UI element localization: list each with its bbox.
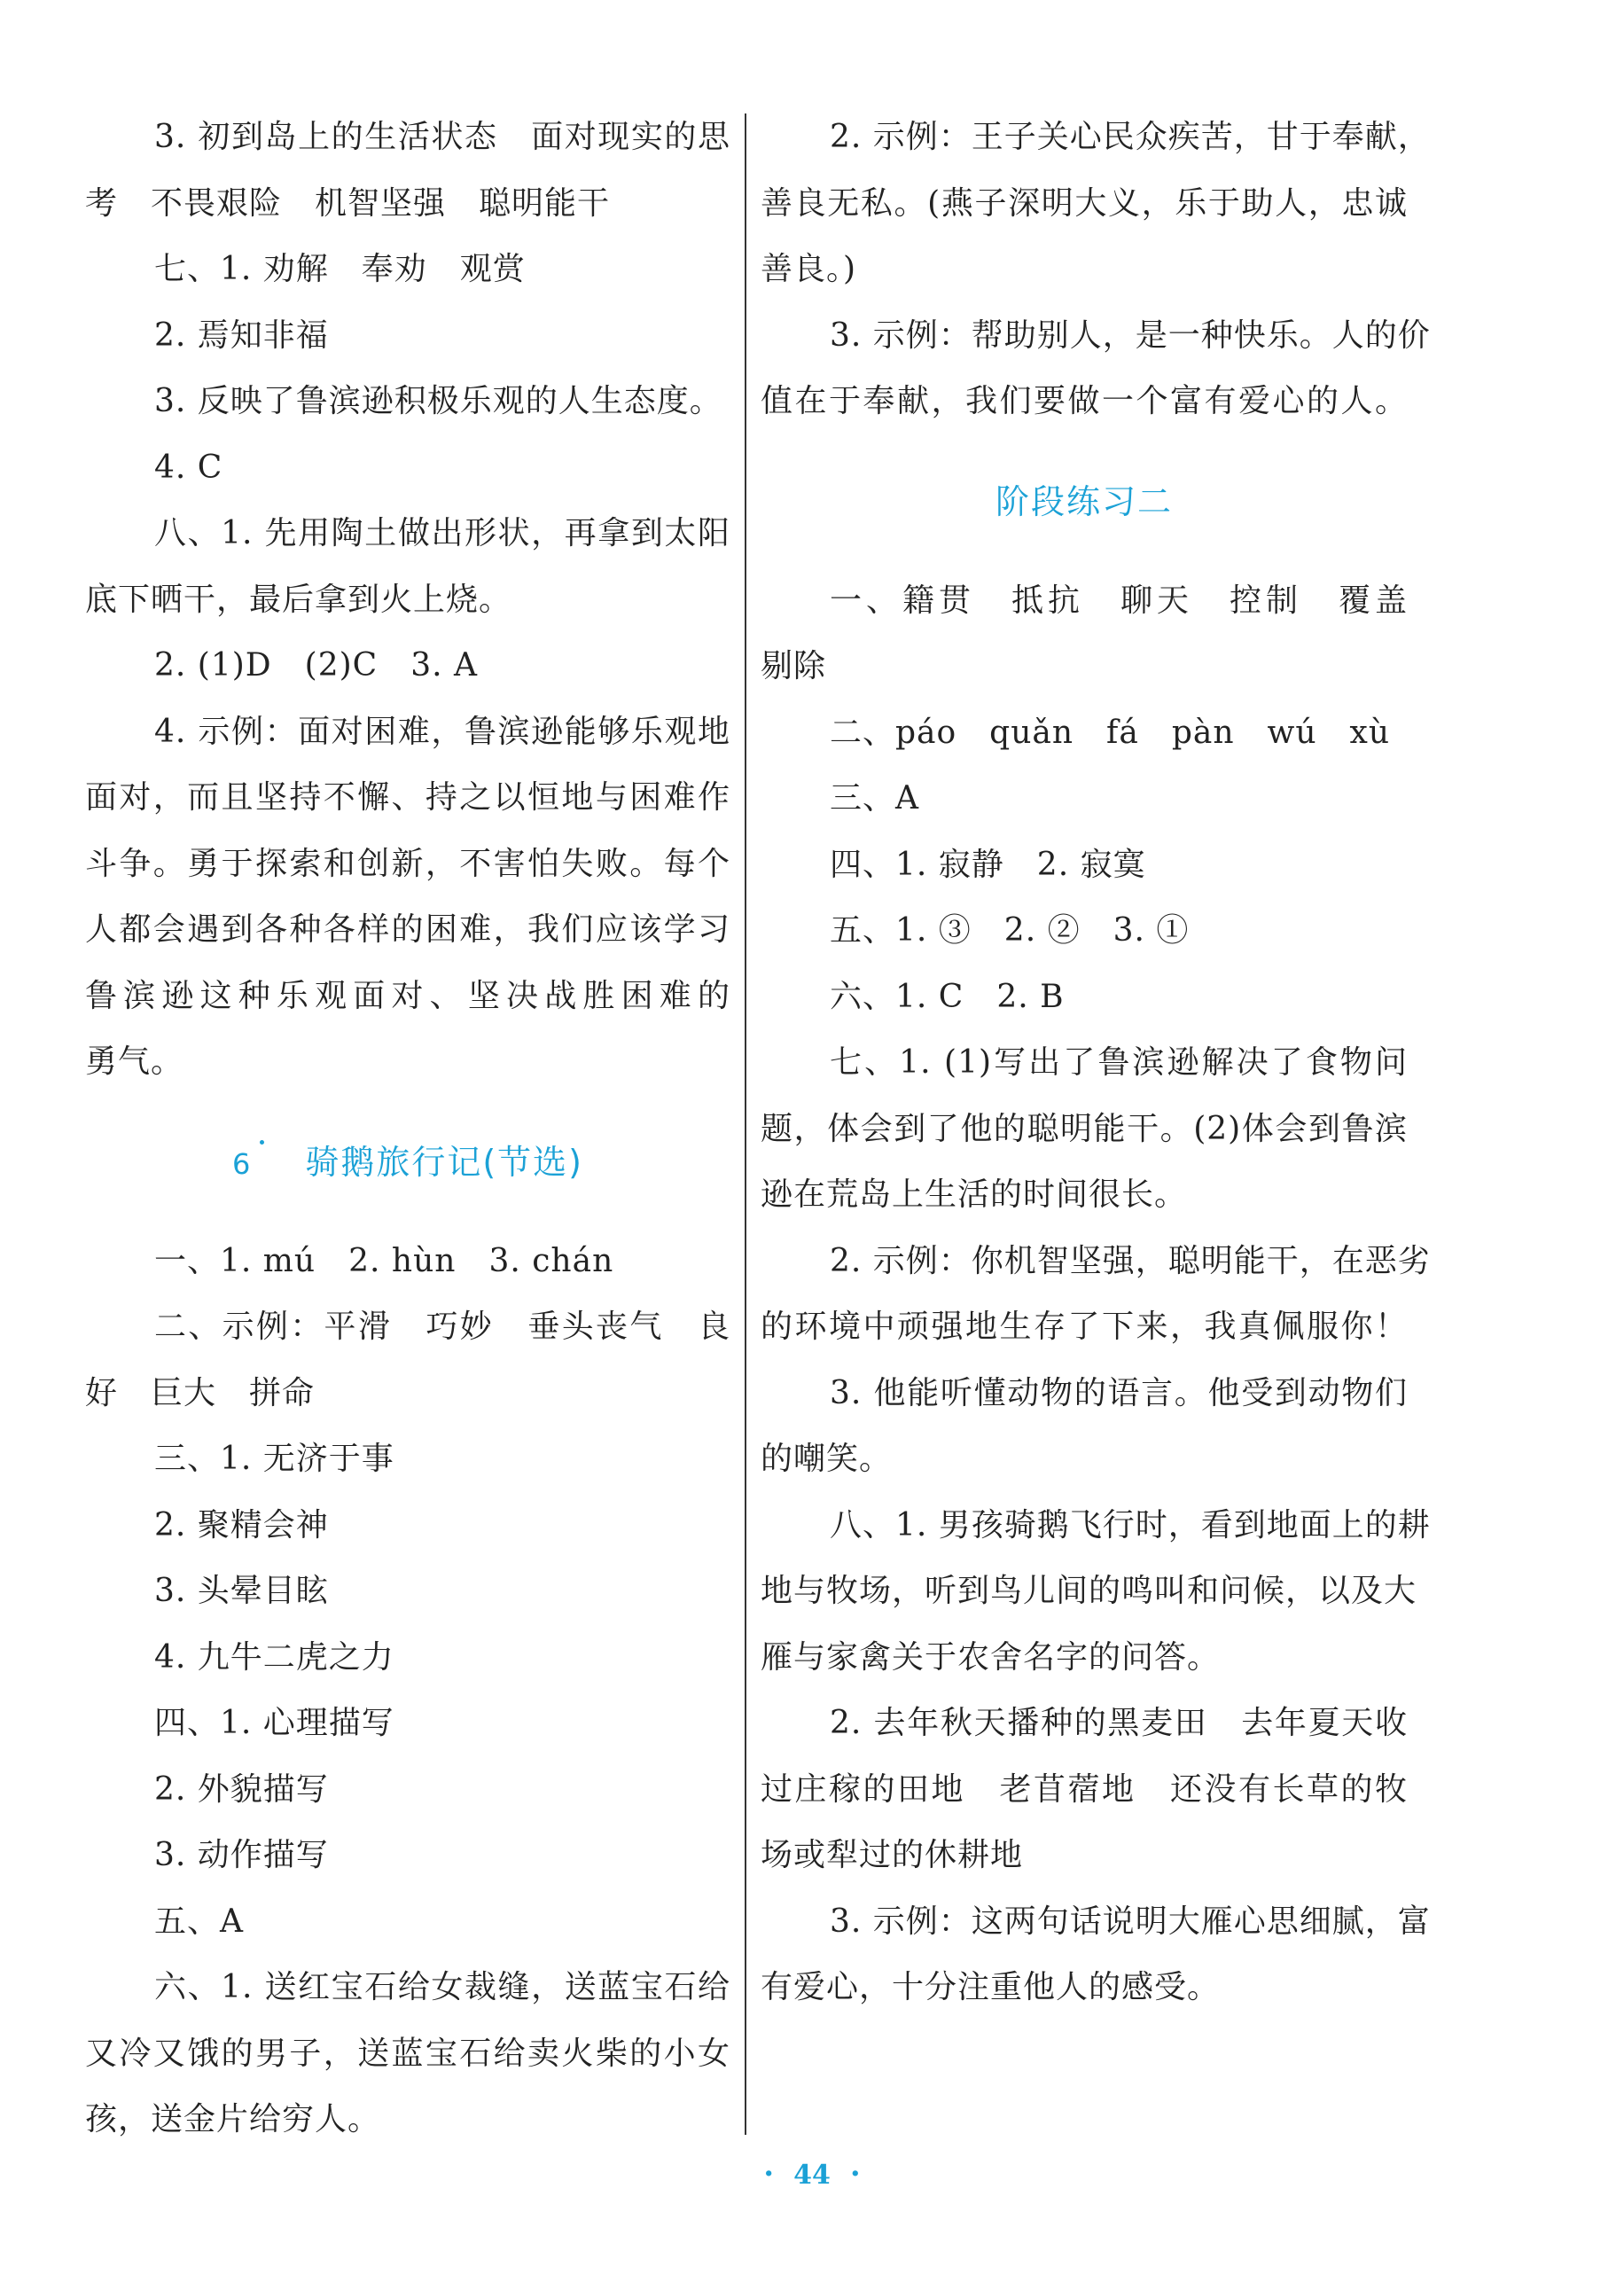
answer-line: 八、1. 先用陶土做出形状，再拿到太阳 <box>154 515 730 551</box>
answer-line: 2. 聚精会神 <box>154 1506 329 1543</box>
answer-line: 二、páo quǎn fá pàn wú xù <box>830 714 1391 751</box>
answer-line: 勇气。 <box>85 1043 184 1080</box>
answer-line: 一、籍贯 抵抗 聊天 控制 覆盖 <box>830 582 1408 619</box>
answer-line: 底下晒干，最后拿到火上烧。 <box>85 581 512 618</box>
left-column <box>85 105 730 2153</box>
answer-line: 题，体会到了他的聪明能干。(2)体会到鲁滨 <box>761 1110 1408 1147</box>
answer-line: 2. 焉知非福 <box>154 316 329 354</box>
answer-line: 六、1. C 2. B <box>830 978 1065 1015</box>
answer-line: 三、1. 无济于事 <box>154 1441 394 1477</box>
answer-line: 一、1. mú 2. hùn 3. chán <box>154 1242 614 1279</box>
column-divider <box>745 113 746 2135</box>
answer-line: 七、1. 劝解 奉劝 观赏 <box>154 251 526 287</box>
answer-line: 又冷又饿的男子，送蓝宝石给卖火柴的小女 <box>85 2035 730 2072</box>
answer-line: 2. 示例：王子关心民众疾苦，甘于奉献， <box>830 119 1431 155</box>
answer-line: 3. 动作描写 <box>154 1837 329 1873</box>
answer-line: 4. 示例：面对困难，鲁滨逊能够乐观地 <box>154 713 730 750</box>
answer-line: 鲁滨逊这种乐观面对、坚决战胜困难的 <box>85 977 730 1014</box>
lesson-number: 6 <box>231 1146 253 1181</box>
answer-line: 二、示例：平滑 巧妙 垂头丧气 良 <box>154 1309 730 1345</box>
answer-line: 人都会遇到各种各样的困难，我们应该学习 <box>85 911 730 948</box>
section-heading-lesson-6 <box>85 1096 730 1229</box>
page-number-dot: · <box>763 2156 775 2192</box>
answer-line: 3. 头晕目眩 <box>154 1573 329 1609</box>
answer-line: 四、1. 寂静 2. 寂寞 <box>830 846 1146 883</box>
answer-line: 六、1. 送红宝石给女裁缝，送蓝宝石给 <box>154 1969 730 2005</box>
answer-line: 好 巨大 拼命 <box>85 1374 316 1411</box>
answer-line: 3. 示例：这两句话说明大雁心思细腻，富 <box>830 1903 1431 1940</box>
answer-line: 善良。) <box>761 251 857 287</box>
answer-line: 斗争。勇于探索和创新，不害怕失败。每个 <box>85 845 730 882</box>
answer-line: 2. (1)D (2)C 3. A <box>154 647 478 684</box>
answer-line: 3. 示例：帮助别人，是一种快乐。人的价 <box>830 316 1431 354</box>
answer-line: 孩，送金片给穷人。 <box>85 2101 381 2137</box>
answer-line: 值在于奉献，我们要做一个富有爱心的人。 <box>761 383 1408 419</box>
answer-line: 地与牧场，听到鸟儿间的鸣叫和问候，以及大 <box>761 1573 1417 1609</box>
answer-line: 2. 去年秋天播种的黑麦田 去年夏天收 <box>830 1705 1408 1741</box>
page-number <box>0 2156 1624 2192</box>
answer-line: 逊在荒岛上生活的时间很长。 <box>761 1176 1188 1213</box>
answer-line: 2. 外貌描写 <box>154 1770 329 1808</box>
answer-line: 场或犁过的休耕地 <box>761 1837 1024 1873</box>
answer-line: 考 不畏艰险 机智坚强 聪明能干 <box>85 184 611 222</box>
answer-line: 面对，而且坚持不懈、持之以恒地与困难作 <box>85 779 730 816</box>
answer-line: 的嘲笑。 <box>761 1441 893 1477</box>
answer-line: 4. 九牛二虎之力 <box>154 1638 394 1676</box>
answer-line: 3. 初到岛上的生活状态 面对现实的思 <box>154 119 730 155</box>
answer-line: 五、1. ③ 2. ② 3. ① <box>830 912 1190 949</box>
section-heading-stage-practice-2: 阶段练习二 <box>995 481 1173 521</box>
answer-line: 八、1. 男孩骑鹅飞行时，看到地面上的耕 <box>830 1506 1431 1543</box>
answer-line: 善良无私。(燕子深明大义，乐于助人，忠诚 <box>761 184 1408 222</box>
answer-line: 2. 示例：你机智坚强，聪明能干，在恶劣 <box>830 1242 1431 1279</box>
answer-line: 3. 他能听懂动物的语言。他受到动物们 <box>830 1374 1408 1411</box>
page-number-dot: · <box>849 2156 861 2192</box>
answer-line: 七、1. (1)写出了鲁滨逊解决了食物问 <box>830 1044 1408 1081</box>
answer-line: 的环境中顽强地生存了下来，我真佩服你！ <box>761 1309 1408 1345</box>
lesson-title: 骑鹅旅行记(节选) <box>305 1142 583 1182</box>
answer-line: 四、1. 心理描写 <box>154 1705 394 1741</box>
answer-line: 有爱心，十分注重他人的感受。 <box>761 1969 1221 2005</box>
answer-line: 4. C <box>154 449 223 486</box>
page-number-value: 44 <box>793 2160 831 2191</box>
answer-line: 剔除 <box>761 648 827 684</box>
answer-line: 雁与家禽关于农舍名字的问答。 <box>761 1638 1221 1676</box>
answer-line: 三、A <box>830 780 919 817</box>
answer-line: 3. 反映了鲁滨逊积极乐观的人生态度。 <box>154 383 722 419</box>
answer-line: 过庄稼的田地 老苜蓿地 还没有长草的牧 <box>761 1770 1408 1808</box>
right-column <box>761 105 1431 2021</box>
answer-line: 五、A <box>154 1903 244 1940</box>
